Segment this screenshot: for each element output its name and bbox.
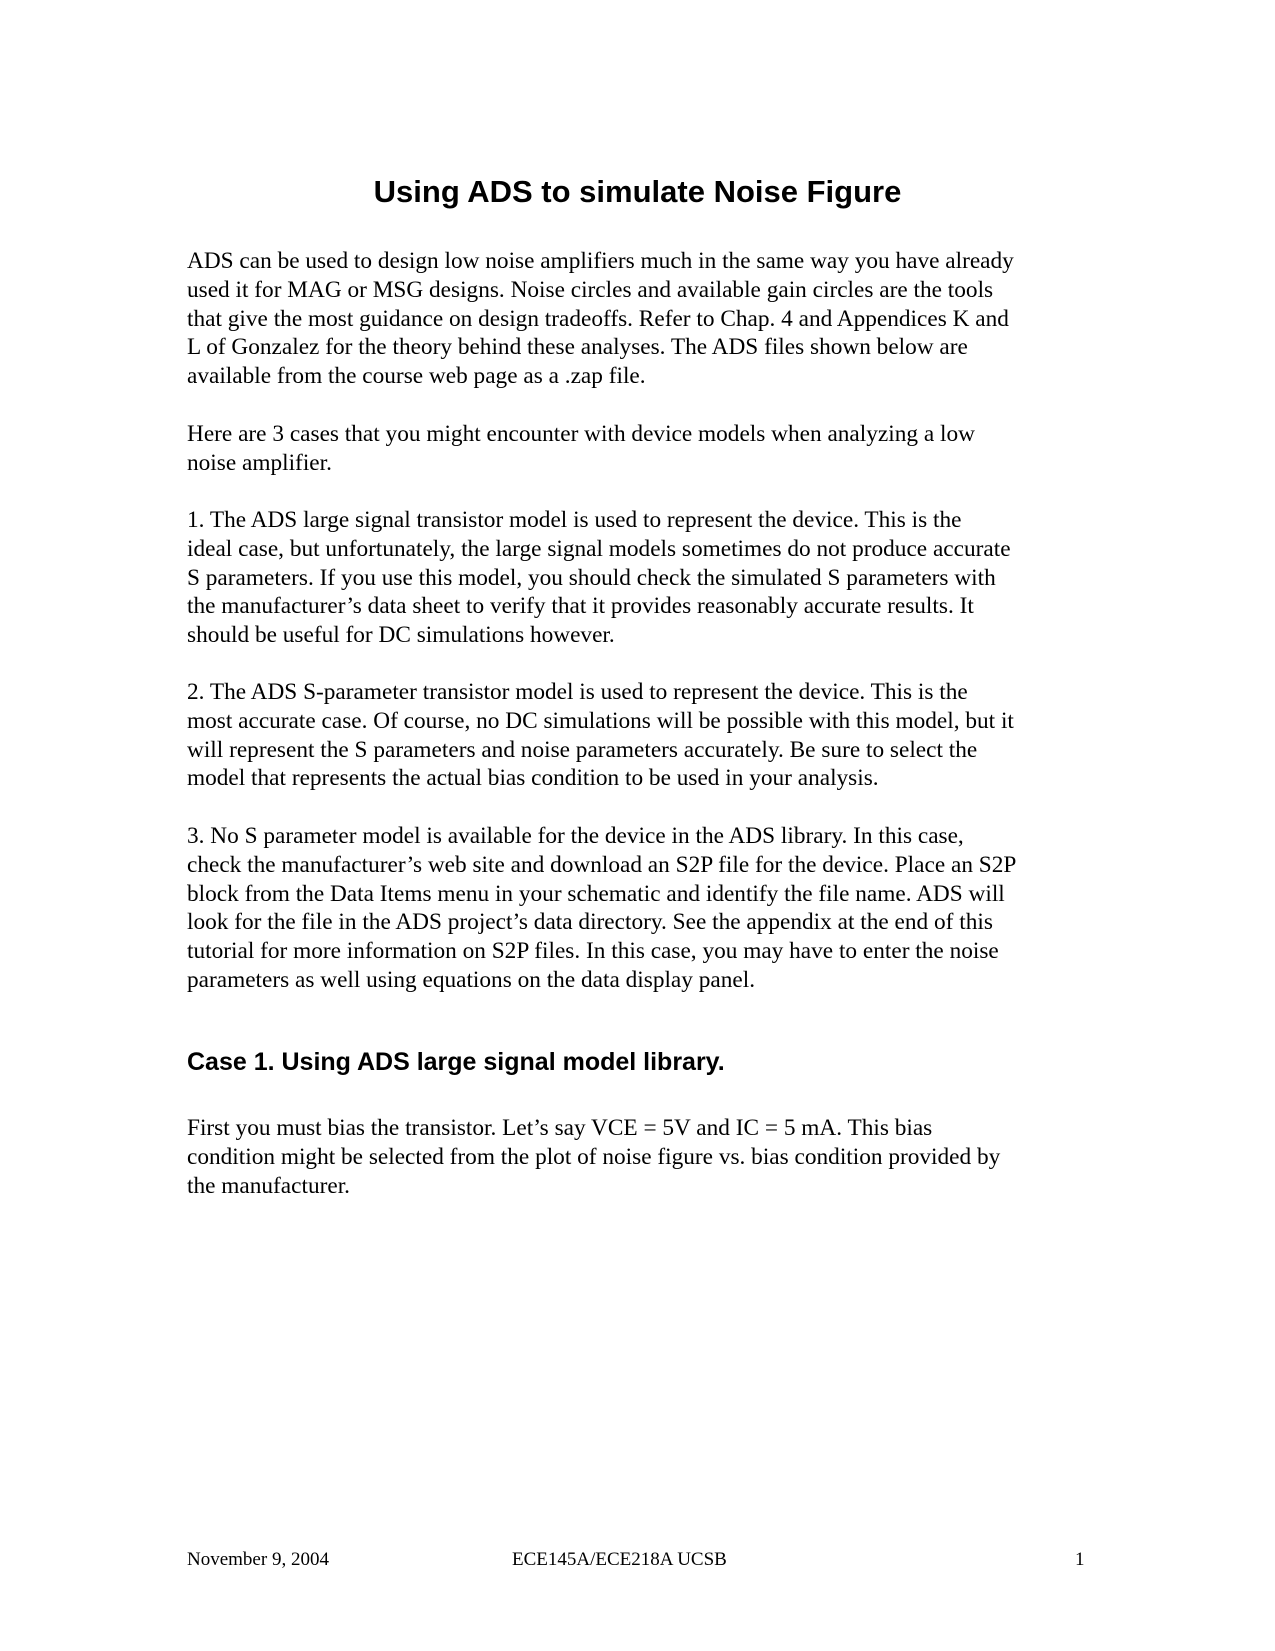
text-line: should be useful for DC simulations however. <box>187 622 615 649</box>
paragraph-intro <box>187 247 1092 391</box>
text-line: used it for MAG or MSG designs. Noise circles and available gain circles are the tools <box>187 276 994 303</box>
text-line: ideal case, but unfortunately, the large signal models sometimes do not produce accurate <box>187 535 1011 562</box>
text-line: that give the most guidance on design tradeoffs. Refer to Chap. 4 and Appendices K and <box>187 305 1009 332</box>
text-line: available from the course web page as a .zap file. <box>187 363 646 390</box>
text-line: First you must bias the transistor. Let’s say VCE = 5V and IC = 5 mA. This bias <box>187 1115 933 1141</box>
text-line: 3. No S parameter model is available for the device in the ADS library. In this case, <box>187 823 964 849</box>
text-line: will represent the S parameters and noise parameters accurately. Be sure to select the <box>187 736 978 763</box>
text-line: Here are 3 cases that you might encounter with device models when analyzing a low <box>187 421 975 447</box>
text-line: tutorial for more information on S2P files. In this case, you may have to enter the noise <box>187 938 999 965</box>
paragraph-case-1 <box>187 506 1092 650</box>
text-line: parameters as well using equations on the data display panel. <box>187 966 756 993</box>
section-heading: Case 1. Using ADS large signal model library. <box>187 1048 725 1076</box>
paragraph-case-3 <box>187 822 1092 995</box>
text-line: the manufacturer. <box>187 1172 350 1199</box>
footer-course: ECE145A/ECE218A UCSB <box>512 1549 727 1570</box>
text-line: the manufacturer’s data sheet to verify that it provides reasonably accurate results. It <box>187 593 974 620</box>
text-line: L of Gonzalez for the theory behind these analyses. The ADS files shown below are <box>187 334 968 361</box>
text-line: most accurate case. Of course, no DC simulations will be possible with this model, but it <box>187 707 1014 734</box>
text-line: 1. The ADS large signal transistor model is used to represent the device. This is the <box>187 507 962 533</box>
text-line: block from the Data Items menu in your schematic and identify the file name. ADS will <box>187 880 1005 907</box>
text-line: noise amplifier. <box>187 449 332 476</box>
paragraph-case-2 <box>187 678 1092 793</box>
text-line: model that represents the actual bias condition to be used in your analysis. <box>187 765 879 792</box>
text-line: check the manufacturer’s web site and download an S2P file for the device. Place an S2P <box>187 851 1017 878</box>
text-line: S parameters. If you use this model, you should check the simulated S parameters with <box>187 564 996 591</box>
text-line: ADS can be used to design low noise amplifiers much in the same way you have already <box>187 248 1014 274</box>
text-line: look for the file in the ADS project’s data directory. See the appendix at the end of this <box>187 909 993 936</box>
footer-date: November 9, 2004 <box>187 1549 329 1570</box>
paragraph-bias <box>187 1114 1092 1200</box>
footer-page-number: 1 <box>1075 1549 1085 1570</box>
paragraph-cases-intro <box>187 420 1092 478</box>
text-line: condition might be selected from the plot of noise figure vs. bias condition provided by <box>187 1143 1001 1170</box>
text-line: 2. The ADS S-parameter transistor model is used to represent the device. This is the <box>187 679 968 705</box>
document-title: Using ADS to simulate Noise Figure <box>373 174 902 209</box>
